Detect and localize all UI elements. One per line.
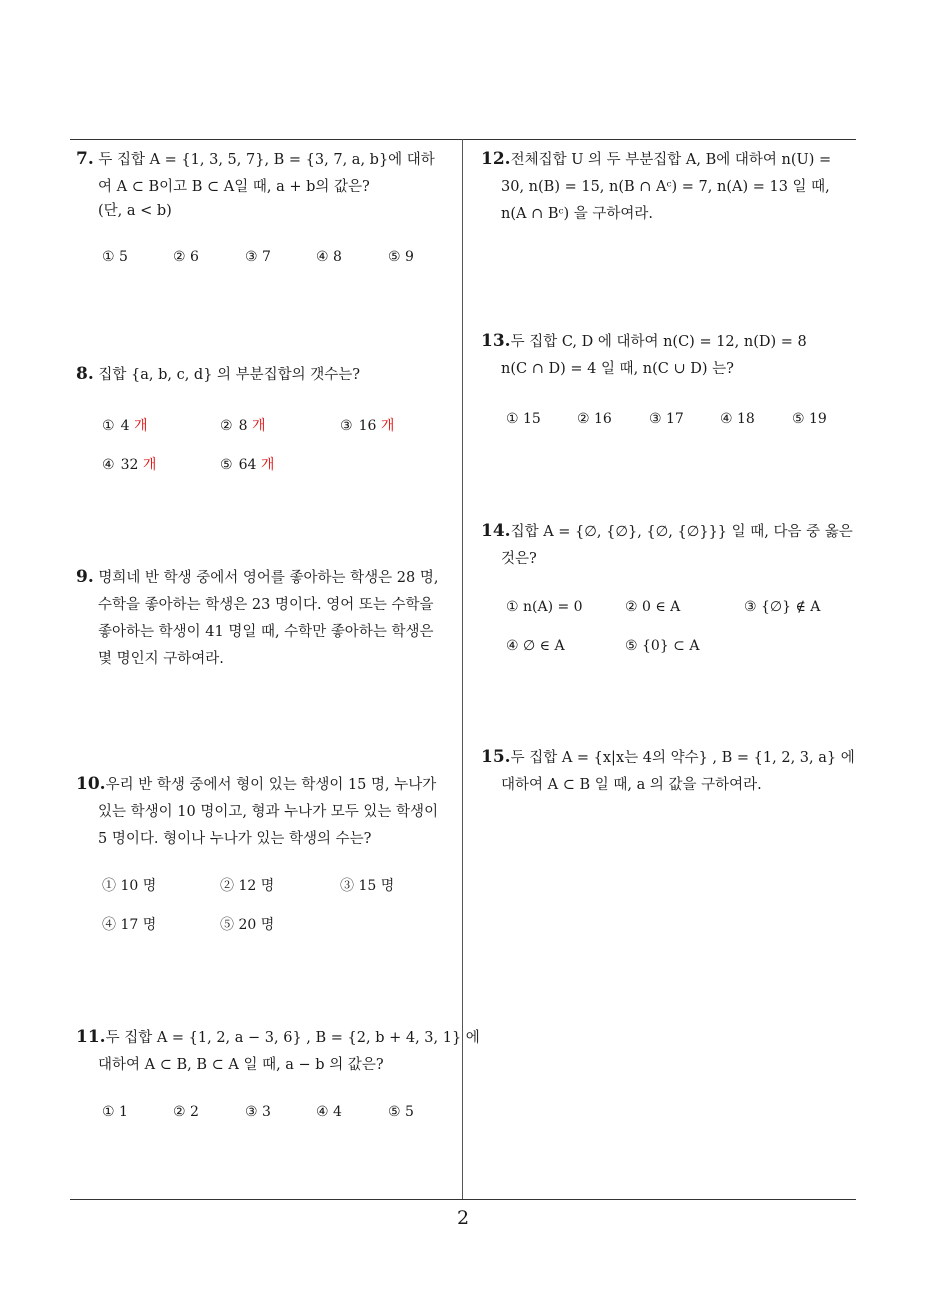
question-text-line: 두 집합 A = {1, 2, a − 3, 6} , B = {2, b + 4, 3, 1} 에 — [105, 1030, 480, 1046]
question-text-line: 5 명이다. 형이나 누나가 있는 학생의 수는? — [98, 831, 372, 847]
question-text-line: 두 집합 C, D 에 대하여 n(C) = 12, n(D) = 8 — [510, 334, 807, 350]
question-text-line: 우리 반 학생 중에서 형이 있는 학생이 15 명, 누나가 — [105, 777, 437, 793]
question-text-line: 좋아하는 학생이 41 명일 때, 수학만 좋아하는 학생은 — [98, 624, 434, 640]
option-4[interactable]: ④ ∅ ∈ A — [506, 638, 565, 654]
option-3[interactable]: ③ 15 명 — [340, 878, 395, 894]
question-text-line: 집합 A = {∅, {∅}, {∅, {∅}}} 일 때, 다음 중 옳은 — [510, 524, 853, 540]
option-mark: ③ — [340, 418, 353, 434]
question-number: 11. — [76, 1027, 106, 1047]
option-2[interactable] — [220, 413, 265, 440]
option-4[interactable]: ④ 8 — [316, 249, 342, 265]
page-number: 2 — [456, 1207, 470, 1229]
question-13 — [481, 328, 861, 432]
question-number: 7. — [76, 149, 94, 169]
option-1[interactable]: ① 1 — [102, 1104, 128, 1120]
answer-options — [102, 873, 482, 899]
option-value: 16 — [358, 418, 377, 434]
option-4[interactable]: ④ 18 — [720, 411, 755, 427]
question-number: 14. — [481, 521, 511, 541]
question-text-line: n(A ∩ Bᶜ) 을 구하여라. — [501, 206, 654, 222]
option-unit: 개 — [251, 418, 266, 434]
question-text-line: (단, a < b) — [98, 203, 172, 219]
question-10 — [76, 771, 456, 938]
option-3[interactable]: ③ 17 — [649, 411, 684, 427]
question-number: 8. — [76, 364, 94, 384]
answer-options — [102, 244, 482, 270]
option-value: 32 — [120, 457, 139, 473]
option-1[interactable]: ① 5 — [102, 249, 128, 265]
option-mark: ① — [102, 418, 115, 434]
option-5[interactable]: ⑤ 19 — [792, 411, 827, 427]
question-text-line: 것은? — [501, 551, 537, 567]
question-number: 13. — [481, 331, 511, 351]
answer-options — [506, 406, 886, 432]
question-text-line: 두 집합 A = {x|x는 4의 약수} , B = {1, 2, 3, a} 에 — [510, 750, 855, 766]
option-unit: 개 — [260, 457, 275, 473]
option-value: 8 — [238, 418, 248, 434]
option-5[interactable]: ⑤ 20 명 — [220, 917, 275, 933]
option-unit: 개 — [142, 457, 157, 473]
option-unit: 개 — [133, 418, 148, 434]
option-1[interactable]: ① 15 — [506, 411, 541, 427]
question-text-line: n(C ∩ D) = 4 일 때, n(C ∪ D) 는? — [501, 361, 734, 377]
question-14 — [481, 518, 861, 659]
answer-options — [102, 452, 482, 478]
option-3[interactable]: ③ {∅} ∉ A — [744, 599, 821, 615]
option-3[interactable] — [340, 413, 394, 440]
option-4[interactable] — [102, 452, 156, 479]
option-4[interactable]: ④ 4 — [316, 1104, 342, 1120]
bottom-rule — [70, 1199, 856, 1200]
answer-options — [102, 413, 482, 439]
question-7 — [76, 146, 456, 270]
question-text-line: 수학을 좋아하는 학생은 23 명이다. 영어 또는 수학을 — [98, 597, 434, 613]
question-text: 집합 {a, b, c, d} 의 부분집합의 갯수는? — [98, 367, 361, 383]
question-number: 12. — [481, 149, 511, 169]
option-1[interactable] — [102, 413, 147, 440]
question-text-line: 있는 학생이 10 명이고, 형과 누나가 모두 있는 학생이 — [98, 804, 439, 820]
option-2[interactable]: ② 12 명 — [220, 878, 275, 894]
option-4[interactable]: ④ 17 명 — [102, 917, 157, 933]
question-text-line: 30, n(B) = 15, n(B ∩ Aᶜ) = 7, n(A) = 13 일 때, — [501, 179, 830, 195]
option-5[interactable]: ⑤ 9 — [388, 249, 414, 265]
option-3[interactable]: ③ 7 — [245, 249, 271, 265]
question-12 — [481, 146, 861, 228]
question-number: 9. — [76, 567, 94, 587]
question-text-line: 두 집합 A = {1, 3, 5, 7}, B = {3, 7, a, b}에 대하 — [98, 152, 435, 168]
question-text-line: 명희네 반 학생 중에서 영어를 좋아하는 학생은 28 명, — [98, 570, 439, 586]
question-8 — [76, 361, 456, 478]
answer-options — [102, 1099, 482, 1125]
option-1[interactable]: ① 10 명 — [102, 878, 157, 894]
option-unit: 개 — [380, 418, 395, 434]
question-text-line: 몇 명인지 구하여라. — [98, 651, 224, 667]
question-text-line: 전체집합 U 의 두 부분집합 A, B에 대하여 n(U) = — [510, 152, 832, 168]
option-2[interactable]: ② 6 — [173, 249, 199, 265]
option-mark: ⑤ — [220, 457, 233, 473]
option-value: 64 — [238, 457, 257, 473]
option-mark: ④ — [102, 457, 115, 473]
question-11 — [76, 1024, 480, 1125]
option-5[interactable]: ⑤ {0} ⊂ A — [625, 638, 700, 654]
question-text-line: 대하여 A ⊂ B, B ⊂ A 일 때, a − b 의 값은? — [98, 1057, 384, 1073]
option-5[interactable]: ⑤ 5 — [388, 1104, 414, 1120]
top-rule — [70, 139, 856, 140]
question-15 — [481, 744, 861, 799]
question-number: 10. — [76, 774, 106, 794]
answer-options — [506, 633, 886, 659]
option-3[interactable]: ③ 3 — [245, 1104, 271, 1120]
option-mark: ② — [220, 418, 233, 434]
option-2[interactable]: ② 16 — [577, 411, 612, 427]
option-1[interactable]: ① n(A) = 0 — [506, 599, 583, 615]
option-5[interactable] — [220, 452, 274, 479]
question-text-line: 대하여 A ⊂ B 일 때, a 의 값을 구하여라. — [501, 777, 762, 793]
answer-options — [506, 594, 886, 620]
answer-options — [102, 912, 482, 938]
question-text-line: 여 A ⊂ B이고 B ⊂ A일 때, a + b의 값은? — [98, 179, 370, 195]
option-2[interactable]: ② 2 — [173, 1104, 199, 1120]
option-value: 4 — [120, 418, 130, 434]
question-9 — [76, 564, 456, 673]
option-2[interactable]: ② 0 ∈ A — [625, 599, 681, 615]
question-number: 15. — [481, 747, 511, 767]
